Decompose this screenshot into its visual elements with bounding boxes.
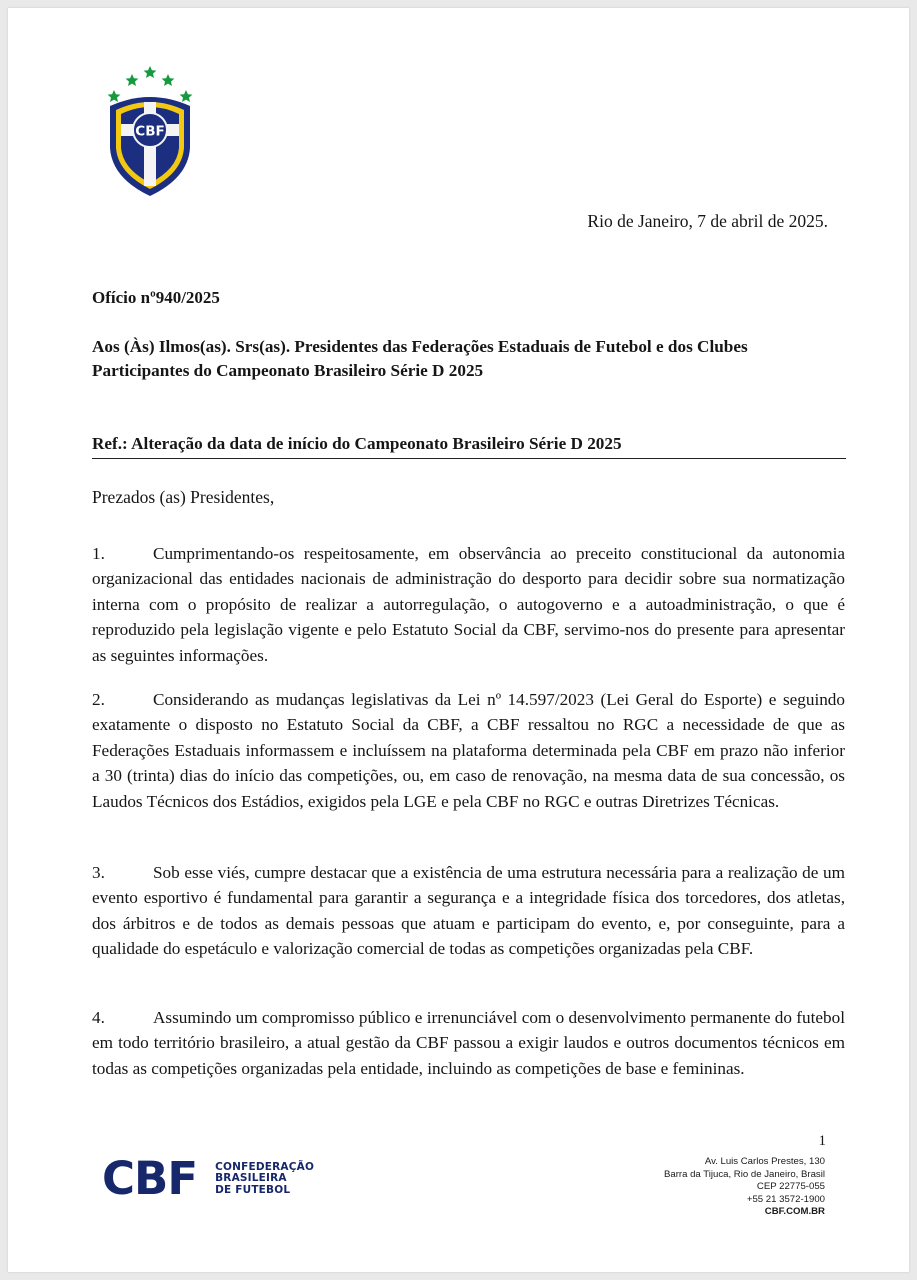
- address-phone: +55 21 3572-1900: [746, 1193, 825, 1205]
- crest-label: CBF: [135, 123, 165, 140]
- paragraph-number: 2.: [92, 690, 105, 709]
- letter-page: [8, 8, 909, 1272]
- star-icon: [126, 74, 139, 86]
- star-icon: [108, 90, 121, 102]
- org-name-line: CONFEDERAÇÃO: [215, 1160, 315, 1173]
- greeting: Prezados (as) Presidentes,: [92, 487, 275, 507]
- paragraph-text: Considerando as mudanças legislativas da Lei nº 14.597/2023 (Lei Geral do Esporte) e seguindo exatamente o disposto no Estatuto Social da CBF, a CBF ressaltou no RGC a necessidade de que as Federações Estaduais informassem e incluíssem na plataforma determinada pela CBF em prazo não inferior a 30 (trinta) dias do início das competições, ou, em caso de renovação, na mesma data de sua concessão, os Laudos Técnicos dos Estádios, exigidos pela LGE e pela CBF no RGC e outras Diretrizes Técnicas.: [92, 690, 845, 811]
- page-number: 1: [818, 1133, 826, 1149]
- letter-date: Rio de Janeiro, 7 de abril de 2025.: [587, 211, 828, 231]
- paragraph-text: Cumprimentando-os respeitosamente, em observância ao preceito constitucional da autonomia organizacional das entidades nacionais de administração do desporto para decidir sobre sua normatização interna com o propósito de realizar a autorregulação, o autogoverno e a autoadministração, o que é reproduzido pela legislação vigente e pelo Estatuto Social da CBF, servimo-nos do presente para apresentar as seguintes informações.: [92, 544, 845, 665]
- org-name-line: DE FUTEBOL: [215, 1183, 291, 1196]
- footer-website-link[interactable]: CBF.COM.BR: [764, 1206, 825, 1218]
- star-icon: [162, 74, 175, 86]
- footer-logo-word: CBF: [102, 1152, 198, 1205]
- paragraph-3: [92, 860, 845, 962]
- crest-stars: [108, 66, 193, 102]
- paragraph-4: [92, 1005, 845, 1081]
- footer-org-name: [215, 1162, 314, 1197]
- paragraph-number: 4.: [92, 1008, 105, 1027]
- address-line: Av. Luis Carlos Prestes, 130: [704, 1156, 825, 1167]
- address-line: Barra da Tijuca, Rio de Janeiro, Brasil: [663, 1168, 825, 1180]
- paragraph-text: Sob esse viés, cumpre destacar que a existência de uma estrutura necessária para a realização de um evento esportivo é fundamental para garantir a segurança e a integridade física dos torcedores, dos atletas, dos árbitros e de todos as demais pessoas que atuam e participam do evento, e, por conseguinte, para a qualidade do espetáculo e valorização comercial de todas as competições organizadas pela CBF.: [92, 863, 845, 959]
- cbf-crest-logo: [102, 62, 198, 198]
- reference-line: Ref.: Alteração da data de início do Campeonato Brasileiro Série D 2025: [92, 433, 846, 459]
- star-icon: [180, 90, 193, 102]
- oficio-number: Ofício nº940/2025: [92, 288, 220, 307]
- footer-address: [664, 1156, 825, 1219]
- footer-logo: [102, 1152, 315, 1205]
- star-icon: [144, 66, 157, 78]
- paragraph-text: Assumindo um compromisso público e irrenunciável com o desenvolvimento permanente do futebol em todo território brasileiro, a atual gestão da CBF passou a exigir laudos e outros documentos técnicos em todas as competições organizadas pela entidade, incluindo as competições de base e femininas.: [92, 1008, 845, 1078]
- paragraph-number: 3.: [92, 863, 105, 882]
- paragraph-1: [92, 541, 845, 668]
- paragraph-2: [92, 687, 845, 814]
- org-name-line: BRASILEIRA: [215, 1172, 287, 1185]
- paragraph-number: 1.: [92, 544, 105, 563]
- address-line: CEP 22775-055: [756, 1181, 825, 1193]
- recipients: Aos (Às) Ilmos(as). Srs(as). Presidentes das Federações Estaduais de Futebol e dos Clubes Participantes do Campeonato Brasileiro Série D 2025: [92, 337, 748, 380]
